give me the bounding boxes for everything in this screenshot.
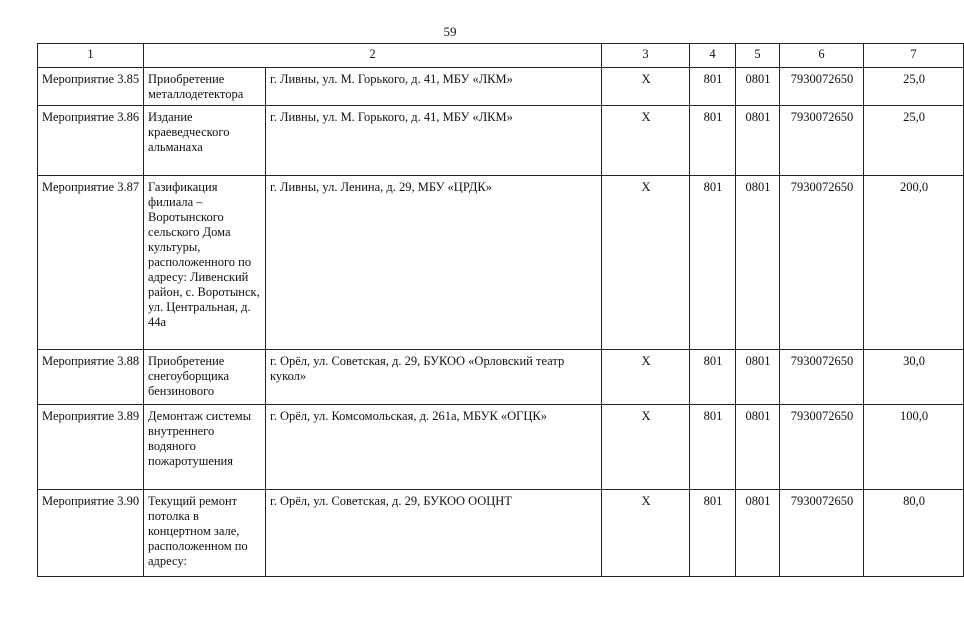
event-name-cell: Издание краеведческого альманаха <box>144 106 266 176</box>
col4-cell: 801 <box>690 405 736 490</box>
header-cell-3: 3 <box>602 44 690 68</box>
col3-cell: X <box>602 490 690 577</box>
table-row <box>38 490 964 577</box>
col5-cell: 0801 <box>736 68 780 106</box>
header-cell-1: 1 <box>38 44 144 68</box>
page-number: 59 <box>443 24 457 39</box>
col4-cell: 801 <box>690 106 736 176</box>
amount-cell: 200,0 <box>864 176 964 350</box>
col3-cell: X <box>602 68 690 106</box>
event-cell: Мероприятие 3.87 <box>38 176 144 350</box>
table-row <box>38 350 964 405</box>
event-cell: Мероприятие 3.86 <box>38 106 144 176</box>
col3-cell: X <box>602 106 690 176</box>
table-row <box>38 405 964 490</box>
amount-cell: 30,0 <box>864 350 964 405</box>
address-cell: г. Орёл, ул. Советская, д. 29, БУКОО «Орловский театр кукол» <box>266 350 602 405</box>
col6-cell: 7930072650 <box>780 490 864 577</box>
event-name-cell: Демонтаж системы внутреннего водяного пожаротушения <box>144 405 266 490</box>
table-row <box>38 68 964 106</box>
event-cell: Мероприятие 3.90 <box>38 490 144 577</box>
budget-table <box>37 43 964 577</box>
header-row <box>38 44 964 68</box>
col5-cell: 0801 <box>736 405 780 490</box>
event-name-cell: Приобретение металлодетектора <box>144 68 266 106</box>
amount-cell: 25,0 <box>864 68 964 106</box>
col6-cell: 7930072650 <box>780 106 864 176</box>
address-cell: г. Орёл, ул. Комсомольская, д. 261а, МБУК «ОГЦК» <box>266 405 602 490</box>
event-name-cell: Приобретение снегоуборщика бензинового <box>144 350 266 405</box>
event-cell: Мероприятие 3.85 <box>38 68 144 106</box>
col5-cell: 0801 <box>736 106 780 176</box>
col4-cell: 801 <box>690 350 736 405</box>
header-cell-6: 6 <box>780 44 864 68</box>
col4-cell: 801 <box>690 176 736 350</box>
col3-cell: X <box>602 350 690 405</box>
table-row <box>38 176 964 350</box>
table-row <box>38 106 964 176</box>
event-name-cell: Текущий ремонт потолка в концертном зале, расположенном по адресу: <box>144 490 266 577</box>
event-cell: Мероприятие 3.88 <box>38 350 144 405</box>
col5-cell: 0801 <box>736 490 780 577</box>
amount-cell: 25,0 <box>864 106 964 176</box>
col4-cell: 801 <box>690 68 736 106</box>
address-cell: г. Ливны, ул. М. Горького, д. 41, МБУ «ЛКМ» <box>266 106 602 176</box>
header-cell-2: 2 <box>144 44 602 68</box>
col4-cell: 801 <box>690 490 736 577</box>
amount-cell: 80,0 <box>864 490 964 577</box>
amount-cell: 100,0 <box>864 405 964 490</box>
event-name-cell: Газификация филиала – Воротынского сельского Дома культуры, расположенного по адресу: Ливенский район, с. Воротынск, ул. Центральная, д. 44а <box>144 176 266 350</box>
col5-cell: 0801 <box>736 350 780 405</box>
address-cell: г. Ливны, ул. М. Горького, д. 41, МБУ «ЛКМ» <box>266 68 602 106</box>
header-cell-5: 5 <box>736 44 780 68</box>
address-cell: г. Ливны, ул. Ленина, д. 29, МБУ «ЦРДК» <box>266 176 602 350</box>
header-cell-7: 7 <box>864 44 964 68</box>
col6-cell: 7930072650 <box>780 68 864 106</box>
col3-cell: X <box>602 405 690 490</box>
event-cell: Мероприятие 3.89 <box>38 405 144 490</box>
col6-cell: 7930072650 <box>780 176 864 350</box>
col3-cell: X <box>602 176 690 350</box>
header-cell-4: 4 <box>690 44 736 68</box>
address-cell: г. Орёл, ул. Советская, д. 29, БУКОО ООЦНТ <box>266 490 602 577</box>
col5-cell: 0801 <box>736 176 780 350</box>
col6-cell: 7930072650 <box>780 405 864 490</box>
col6-cell: 7930072650 <box>780 350 864 405</box>
